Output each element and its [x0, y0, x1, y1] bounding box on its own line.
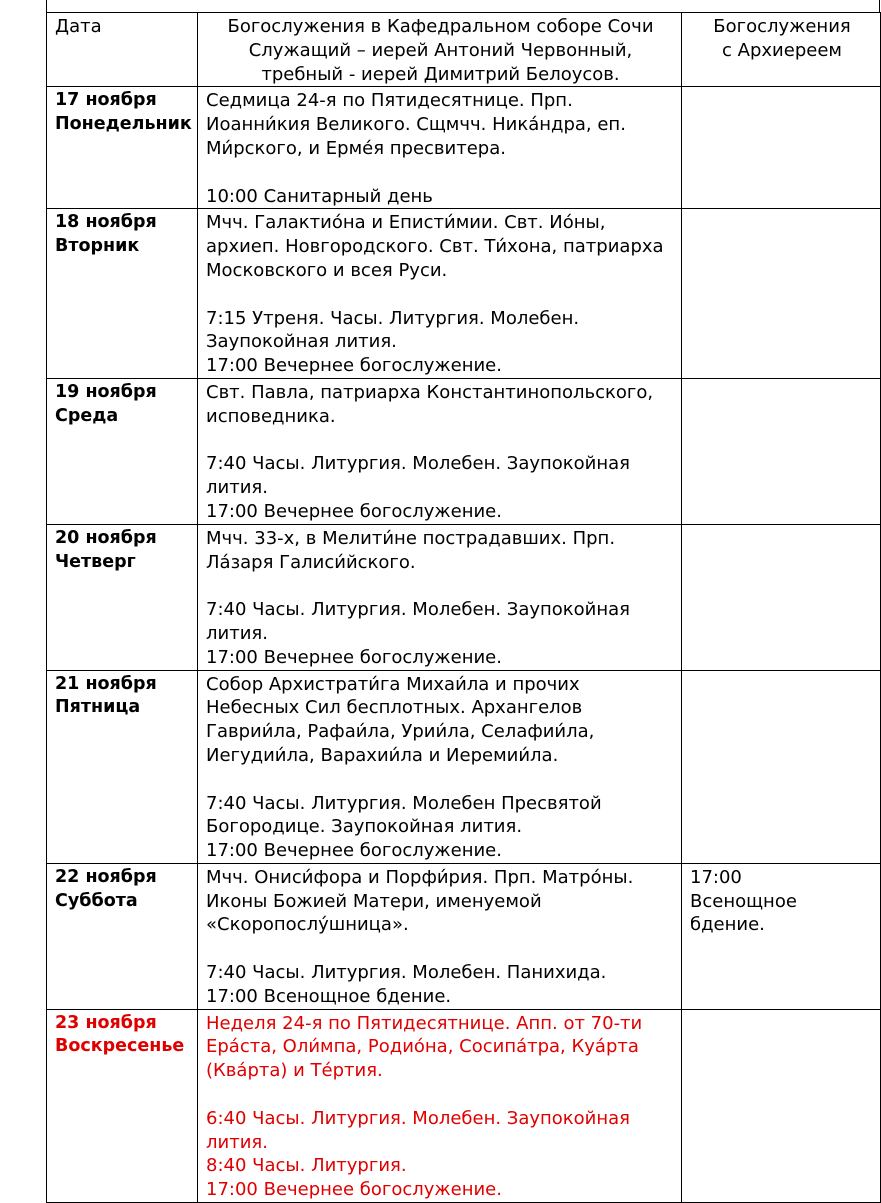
service-line: 17:00 Вечернее богослужение. [206, 840, 502, 862]
service-line: 7:15 Утреня. Часы. Литургия. Молебен. [206, 307, 580, 329]
service-line: 7:40 Часы. Литургия. Молебен. Заупокойная [206, 453, 631, 475]
day-date-cell [47, 524, 198, 670]
service-line: Московского и всея Руси. [206, 259, 448, 281]
day-weekday: Четверг [55, 551, 136, 572]
service-line: Иегудии́ла, Варахии́ла и Иеремии́ла. [206, 744, 559, 766]
header-services [198, 13, 682, 87]
service-line: 17:00 Вечернее богослужение. [206, 646, 502, 668]
day-weekday: Вторник [55, 236, 140, 257]
service-line: 17:00 Вечернее богослужение. [206, 500, 502, 522]
service-line: 17:00 Вечернее богослужение. [206, 355, 502, 377]
header-bishop [682, 13, 881, 87]
day-bishop-cell [682, 378, 881, 524]
day-row [47, 670, 881, 863]
day-date-cell [47, 863, 198, 1009]
blank-line [206, 1083, 675, 1107]
service-line: Иконы Божией Матери, именуемой [206, 890, 542, 912]
service-line: 6:40 Часы. Литургия. Молебен. Заупокойная [206, 1107, 631, 1129]
service-line: 7:40 Часы. Литургия. Молебен Пресвятой [206, 792, 602, 814]
service-line: лития. [206, 1131, 268, 1153]
service-line: исповедника. [206, 405, 336, 427]
day-bishop-cell [682, 863, 881, 1009]
day-bishop-cell [682, 670, 881, 863]
day-weekday: Пятница [55, 697, 141, 718]
service-line: Заупокойная лития. [206, 331, 397, 353]
bishop-service: 17:00 Всенощное бдение. [690, 866, 797, 936]
day-date: 20 ноября [55, 527, 157, 548]
day-bishop-cell [682, 1009, 881, 1202]
blank-line [206, 574, 675, 598]
header-services-assistant: требный - иерей Димитрий Белоусов. [261, 63, 620, 85]
service-line: 7:40 Часы. Литургия. Молебен. Заупокойная [206, 599, 631, 621]
service-line: Мчч. Галактио́на и Еписти́мии. Свт. Ио́ны, [206, 212, 606, 234]
day-date-cell [47, 1009, 198, 1202]
page-edge-left [46, 0, 47, 12]
schedule-body [47, 87, 881, 1203]
service-line: Мчч. 33-х, в Мелити́не пострадавших. Прп. [206, 527, 616, 549]
day-date: 22 ноября [55, 866, 157, 887]
header-bishop-line1: Богослужения [713, 16, 851, 37]
service-line: лития. [206, 477, 268, 499]
day-services-cell [198, 1009, 682, 1202]
day-weekday: Понедельник [55, 114, 192, 135]
day-services-cell [198, 378, 682, 524]
service-line: архиеп. Новгородского. Свт. Ти́хона, патриарха [206, 236, 664, 258]
day-date-cell [47, 670, 198, 863]
day-bishop-cell [682, 209, 881, 379]
header-bishop-line2: с Архиереем [722, 39, 842, 61]
header-services-title: Богослужения в Кафедральном соборе Сочи [227, 16, 654, 37]
header-row [47, 13, 881, 87]
day-date-cell [47, 209, 198, 379]
day-bishop-cell [682, 87, 881, 209]
service-line: Богородице. Заупокойная лития. [206, 816, 523, 838]
day-services-cell [198, 863, 682, 1009]
schedule-table [46, 12, 881, 1203]
day-date: 21 ноября [55, 673, 157, 694]
service-line: Седмица 24-я по Пятидесятнице. Прп. [206, 90, 573, 112]
day-row [47, 87, 881, 209]
header-date: Дата [47, 13, 198, 87]
day-services-cell [198, 524, 682, 670]
service-line: «Скоропослу́шница». [206, 914, 409, 936]
day-weekday: Суббота [55, 890, 138, 911]
day-row [47, 524, 881, 670]
header-services-priest: Служащий – иерей Антоний Червонный, [248, 39, 633, 61]
day-services-cell [198, 87, 682, 209]
day-row [47, 209, 881, 379]
page-edge-right [879, 0, 880, 12]
day-services-cell [198, 209, 682, 379]
service-line: 8:40 Часы. Литургия. [206, 1155, 407, 1177]
service-line: Ла́заря Галиси́йского. [206, 551, 416, 573]
day-services-cell [198, 670, 682, 863]
day-row [47, 1009, 881, 1202]
day-weekday: Воскресенье [55, 1036, 185, 1057]
day-date: 17 ноября [55, 90, 157, 111]
service-line: Гаврии́ла, Рафаи́ла, Урии́ла, Селафии́ла, [206, 721, 595, 743]
day-date-cell [47, 378, 198, 524]
day-date-cell [47, 87, 198, 209]
service-line: 17:00 Всенощное бдение. [206, 985, 452, 1007]
blank-line [206, 283, 675, 307]
service-line: Неделя 24-я по Пятидесятнице. Апп. от 70-ти [206, 1012, 643, 1034]
day-row [47, 863, 881, 1009]
service-line: Небесных Сил бесплотных. Архангелов [206, 697, 583, 719]
service-line: Мчч. Ониси́фора и Порфи́рия. Прп. Матро́ны. [206, 866, 634, 888]
blank-line [206, 768, 675, 792]
service-line: Свт. Павла, патриарха Константинопольского, [206, 381, 654, 403]
blank-line [206, 161, 675, 185]
blank-line [206, 429, 675, 453]
service-line: Иоанни́кия Великого. Сщмчч. Ника́ндра, еп. [206, 114, 626, 136]
service-line: Собор Архистрати́га Михаи́ла и прочих [206, 673, 580, 695]
day-date: 19 ноября [55, 381, 157, 402]
day-bishop-cell [682, 524, 881, 670]
service-line: лития. [206, 622, 268, 644]
day-weekday: Среда [55, 405, 119, 426]
day-date: 23 ноября [55, 1012, 157, 1033]
service-line: 10:00 Санитарный день [206, 185, 433, 207]
day-row [47, 378, 881, 524]
service-line: Ера́ста, Оли́мпа, Родио́на, Сосипа́тра, Куа́рта [206, 1036, 639, 1058]
day-date: 18 ноября [55, 212, 157, 233]
service-line: 17:00 Вечернее богослужение. [206, 1179, 502, 1201]
service-line: Ми́рского, и Ерме́я пресвитера. [206, 137, 506, 159]
blank-line [206, 937, 675, 961]
service-line: 7:40 Часы. Литургия. Молебен. Панихида. [206, 962, 607, 984]
service-line: (Ква́рта) и Те́ртия. [206, 1060, 383, 1082]
